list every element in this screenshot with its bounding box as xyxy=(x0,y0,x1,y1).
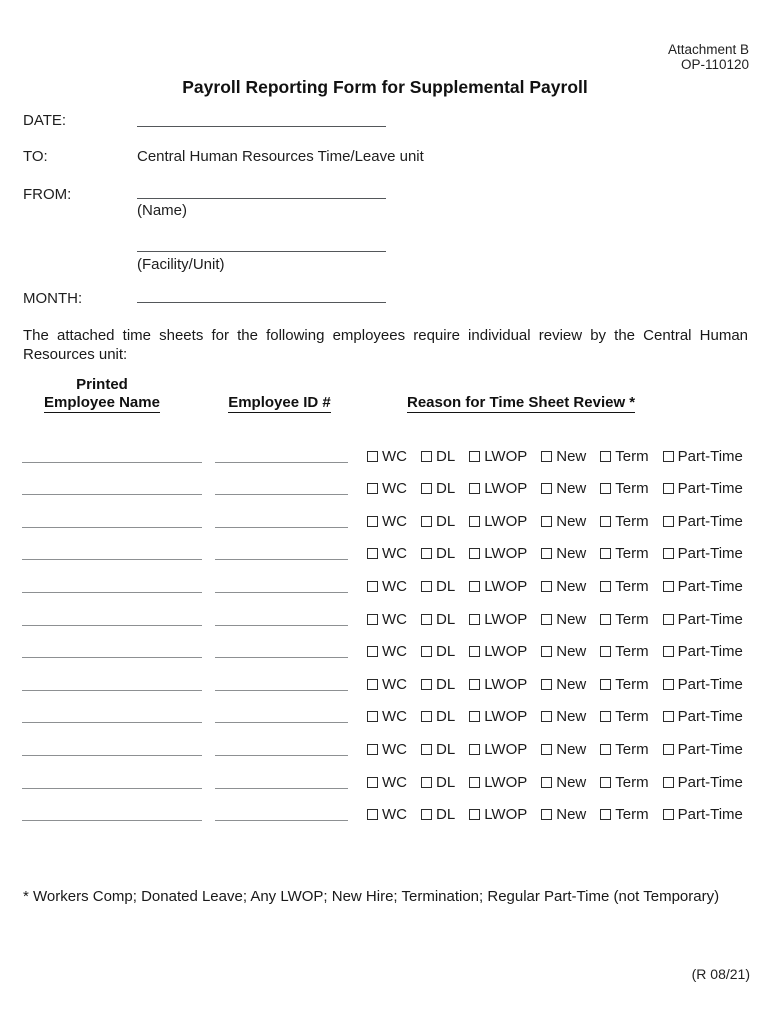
checkbox-label: Part-Time xyxy=(677,577,743,595)
checkbox-icon xyxy=(663,548,674,559)
checkbox-label: Part-Time xyxy=(677,545,743,563)
checkbox-label: DL xyxy=(436,643,456,661)
checkbox-icon xyxy=(421,614,432,625)
checkbox-label: Part-Time xyxy=(677,675,743,693)
checkbox-icon xyxy=(367,483,378,494)
checkbox-label: WC xyxy=(382,773,407,791)
reason-checkbox-group xyxy=(367,806,743,824)
checkbox-label: WC xyxy=(382,740,407,758)
checkbox-label: LWOP xyxy=(484,643,528,661)
checkbox-label: WC xyxy=(382,480,407,498)
checkbox-part-time[interactable] xyxy=(663,806,743,824)
checkbox-label: Term xyxy=(615,610,649,628)
checkbox-label: Term xyxy=(615,740,649,758)
employee-id-field[interactable] xyxy=(215,559,348,560)
checkbox-dl[interactable] xyxy=(421,480,456,498)
checkbox-new[interactable] xyxy=(541,675,587,693)
checkbox-icon xyxy=(541,646,552,657)
reason-checkbox-group xyxy=(367,643,743,661)
checkbox-icon xyxy=(421,581,432,592)
checkbox-label: DL xyxy=(436,447,456,465)
employee-row xyxy=(22,463,748,496)
reason-checkbox-group xyxy=(367,545,743,563)
checkbox-new[interactable] xyxy=(541,773,587,791)
checkbox-label: WC xyxy=(382,806,407,824)
checkbox-icon xyxy=(367,744,378,755)
checkbox-label: LWOP xyxy=(484,447,528,465)
checkbox-lwop[interactable] xyxy=(469,447,528,465)
checkbox-label: WC xyxy=(382,675,407,693)
checkbox-part-time[interactable] xyxy=(663,773,743,791)
checkbox-label: Term xyxy=(615,577,649,595)
checkbox-icon xyxy=(421,451,432,462)
employee-id-field[interactable] xyxy=(215,820,348,821)
employee-row xyxy=(22,560,748,593)
employee-name-field[interactable] xyxy=(22,494,202,495)
checkbox-icon xyxy=(367,581,378,592)
checkbox-label: New xyxy=(556,610,587,628)
checkbox-label: DL xyxy=(436,740,456,758)
checkbox-icon xyxy=(421,777,432,788)
checkbox-label: Term xyxy=(615,806,649,824)
checkbox-dl[interactable] xyxy=(421,643,456,661)
checkbox-part-time[interactable] xyxy=(663,610,743,628)
checkbox-icon xyxy=(421,516,432,527)
checkbox-icon xyxy=(367,548,378,559)
checkbox-part-time[interactable] xyxy=(663,675,743,693)
checkbox-icon xyxy=(663,483,674,494)
checkbox-label: Part-Time xyxy=(677,773,743,791)
checkbox-label: New xyxy=(556,708,587,726)
checkbox-wc[interactable] xyxy=(367,545,407,563)
checkbox-icon xyxy=(541,483,552,494)
checkbox-wc[interactable] xyxy=(367,806,407,824)
checkbox-new[interactable] xyxy=(541,610,587,628)
checkbox-new[interactable] xyxy=(541,643,587,661)
checkbox-label: Part-Time xyxy=(677,512,743,530)
checkbox-icon xyxy=(541,548,552,559)
checkbox-term[interactable] xyxy=(600,643,649,661)
employee-row xyxy=(22,528,748,561)
checkbox-new[interactable] xyxy=(541,545,587,563)
checkbox-icon xyxy=(541,679,552,690)
checkbox-wc[interactable] xyxy=(367,708,407,726)
checkbox-label: LWOP xyxy=(484,740,528,758)
checkbox-term[interactable] xyxy=(600,773,649,791)
checkbox-icon xyxy=(421,646,432,657)
corner-block xyxy=(668,42,749,72)
checkbox-icon xyxy=(541,809,552,820)
reason-checkbox-group xyxy=(367,708,743,726)
checkbox-label: New xyxy=(556,447,587,465)
checkbox-label: LWOP xyxy=(484,577,528,595)
checkbox-icon xyxy=(367,451,378,462)
checkbox-term[interactable] xyxy=(600,806,649,824)
employee-row xyxy=(22,430,748,463)
checkbox-icon xyxy=(367,809,378,820)
to-label: TO: xyxy=(23,148,48,165)
checkbox-lwop[interactable] xyxy=(469,708,528,726)
checkbox-icon xyxy=(663,581,674,592)
checkbox-dl[interactable] xyxy=(421,740,456,758)
checkbox-icon xyxy=(600,809,611,820)
checkbox-icon xyxy=(367,679,378,690)
checkbox-icon xyxy=(469,483,480,494)
checkbox-icon xyxy=(421,809,432,820)
checkbox-wc[interactable] xyxy=(367,480,407,498)
checkbox-wc[interactable] xyxy=(367,577,407,595)
employee-id-field[interactable] xyxy=(215,657,348,658)
checkbox-term[interactable] xyxy=(600,610,649,628)
checkbox-part-time[interactable] xyxy=(663,447,743,465)
checkbox-icon xyxy=(469,711,480,722)
checkbox-label: Term xyxy=(615,773,649,791)
employee-id-field[interactable] xyxy=(215,494,348,495)
facility-caption: (Facility/Unit) xyxy=(137,256,225,273)
checkbox-label: WC xyxy=(382,545,407,563)
checkbox-wc[interactable] xyxy=(367,675,407,693)
checkbox-label: Part-Time xyxy=(677,806,743,824)
checkbox-icon xyxy=(541,614,552,625)
checkbox-icon xyxy=(600,646,611,657)
checkbox-term[interactable] xyxy=(600,512,649,530)
checkbox-part-time[interactable] xyxy=(663,577,743,595)
checkbox-icon xyxy=(469,548,480,559)
employee-name-field[interactable] xyxy=(22,788,202,789)
employee-row xyxy=(22,789,748,822)
checkbox-lwop[interactable] xyxy=(469,643,528,661)
employee-name-field[interactable] xyxy=(22,755,202,756)
checkbox-label: New xyxy=(556,806,587,824)
checkbox-term[interactable] xyxy=(600,740,649,758)
revision-number: (R 08/21) xyxy=(691,966,750,982)
checkbox-label: WC xyxy=(382,708,407,726)
checkbox-dl[interactable] xyxy=(421,577,456,595)
date-label: DATE: xyxy=(23,112,67,129)
checkbox-label: Term xyxy=(615,708,649,726)
checkbox-part-time[interactable] xyxy=(663,708,743,726)
employee-name-header: Employee Name xyxy=(44,394,160,411)
checkbox-icon xyxy=(421,483,432,494)
to-value: Central Human Resources Time/Leave unit xyxy=(137,148,424,165)
checkbox-dl[interactable] xyxy=(421,708,456,726)
checkbox-icon xyxy=(421,548,432,559)
checkbox-icon xyxy=(469,777,480,788)
reason-legend: * Workers Comp; Donated Leave; Any LWOP; New Hire; Termination; Regular Part-Time (not Temporary) xyxy=(23,888,720,905)
checkbox-label: DL xyxy=(436,773,456,791)
employee-id-field[interactable] xyxy=(215,722,348,723)
checkbox-term[interactable] xyxy=(600,447,649,465)
checkbox-label: WC xyxy=(382,447,407,465)
checkbox-icon xyxy=(600,679,611,690)
form-title: Payroll Reporting Form for Supplemental Payroll xyxy=(182,77,588,97)
date-field[interactable] xyxy=(137,126,386,127)
checkbox-label: New xyxy=(556,773,587,791)
checkbox-term[interactable] xyxy=(600,480,649,498)
checkbox-label: New xyxy=(556,577,587,595)
checkbox-new[interactable] xyxy=(541,480,587,498)
form-number: OP-110120 xyxy=(680,57,749,72)
checkbox-label: New xyxy=(556,740,587,758)
employee-name-field[interactable] xyxy=(22,625,202,626)
employee-id-field[interactable] xyxy=(215,755,348,756)
employee-row xyxy=(22,756,748,789)
checkbox-lwop[interactable] xyxy=(469,577,528,595)
employee-name-field[interactable] xyxy=(22,559,202,560)
checkbox-label: Term xyxy=(615,545,649,563)
checkbox-lwop[interactable] xyxy=(469,545,528,563)
checkbox-icon xyxy=(421,711,432,722)
checkbox-label: Term xyxy=(615,675,649,693)
employee-name-field[interactable] xyxy=(22,690,202,691)
checkbox-icon xyxy=(600,581,611,592)
checkbox-lwop[interactable] xyxy=(469,773,528,791)
checkbox-label: Term xyxy=(615,512,649,530)
checkbox-dl[interactable] xyxy=(421,545,456,563)
printed-header: Printed xyxy=(76,376,128,393)
checkbox-icon xyxy=(421,744,432,755)
employee-id-header: Employee ID # xyxy=(228,394,331,411)
checkbox-new[interactable] xyxy=(541,806,587,824)
checkbox-icon xyxy=(367,614,378,625)
checkbox-icon xyxy=(600,451,611,462)
checkbox-label: Part-Time xyxy=(677,740,743,758)
employee-name-field[interactable] xyxy=(22,462,202,463)
employee-id-field[interactable] xyxy=(215,788,348,789)
checkbox-new[interactable] xyxy=(541,740,587,758)
checkbox-term[interactable] xyxy=(600,675,649,693)
checkbox-wc[interactable] xyxy=(367,643,407,661)
from-name-field[interactable] xyxy=(137,198,386,199)
checkbox-icon xyxy=(600,483,611,494)
checkbox-icon xyxy=(367,516,378,527)
checkbox-dl[interactable] xyxy=(421,675,456,693)
checkbox-label: Part-Time xyxy=(677,447,743,465)
checkbox-icon xyxy=(469,516,480,527)
checkbox-dl[interactable] xyxy=(421,610,456,628)
checkbox-label: New xyxy=(556,512,587,530)
reason-checkbox-group xyxy=(367,512,743,530)
reason-checkbox-group xyxy=(367,675,743,693)
checkbox-icon xyxy=(541,744,552,755)
checkbox-new[interactable] xyxy=(541,708,587,726)
checkbox-new[interactable] xyxy=(541,512,587,530)
checkbox-icon xyxy=(421,679,432,690)
checkbox-icon xyxy=(469,646,480,657)
checkbox-label: New xyxy=(556,480,587,498)
checkbox-icon xyxy=(663,809,674,820)
checkbox-icon xyxy=(663,646,674,657)
checkbox-label: WC xyxy=(382,643,407,661)
facility-field[interactable] xyxy=(137,251,386,252)
checkbox-label: LWOP xyxy=(484,512,528,530)
checkbox-icon xyxy=(600,614,611,625)
checkbox-label: Term xyxy=(615,447,649,465)
checkbox-label: LWOP xyxy=(484,610,528,628)
checkbox-part-time[interactable] xyxy=(663,480,743,498)
employee-name-field[interactable] xyxy=(22,820,202,821)
checkbox-label: LWOP xyxy=(484,806,528,824)
attachment-label: Attachment B xyxy=(667,42,749,57)
reason-checkbox-group xyxy=(367,577,743,595)
checkbox-label: DL xyxy=(436,512,456,530)
checkbox-icon xyxy=(469,809,480,820)
employee-name-field[interactable] xyxy=(22,527,202,528)
employee-row xyxy=(22,495,748,528)
checkbox-label: LWOP xyxy=(484,773,528,791)
checkbox-icon xyxy=(469,581,480,592)
checkbox-label: DL xyxy=(436,675,456,693)
checkbox-label: WC xyxy=(382,512,407,530)
checkbox-lwop[interactable] xyxy=(469,512,528,530)
checkbox-icon xyxy=(663,451,674,462)
checkbox-dl[interactable] xyxy=(421,806,456,824)
checkbox-lwop[interactable] xyxy=(469,480,528,498)
checkbox-label: DL xyxy=(436,577,456,595)
employee-row xyxy=(22,626,748,659)
checkbox-icon xyxy=(541,711,552,722)
checkbox-lwop[interactable] xyxy=(469,610,528,628)
month-field[interactable] xyxy=(137,302,386,303)
from-label: FROM: xyxy=(23,186,72,203)
employee-name-field[interactable] xyxy=(22,722,202,723)
checkbox-icon xyxy=(541,581,552,592)
checkbox-term[interactable] xyxy=(600,545,649,563)
name-caption: (Name) xyxy=(137,202,188,219)
checkbox-part-time[interactable] xyxy=(663,740,743,758)
checkbox-label: DL xyxy=(436,806,456,824)
employee-rows xyxy=(22,430,748,824)
reason-checkbox-group xyxy=(367,480,743,498)
checkbox-icon xyxy=(600,711,611,722)
checkbox-dl[interactable] xyxy=(421,773,456,791)
checkbox-icon xyxy=(600,516,611,527)
checkbox-term[interactable] xyxy=(600,708,649,726)
checkbox-label: LWOP xyxy=(484,708,528,726)
checkbox-label: DL xyxy=(436,545,456,563)
checkbox-new[interactable] xyxy=(541,577,587,595)
intro-paragraph: The attached time sheets for the following employees require individual review by the Central Human Resources unit: xyxy=(23,327,748,363)
checkbox-icon xyxy=(367,711,378,722)
checkbox-wc[interactable] xyxy=(367,740,407,758)
checkbox-icon xyxy=(541,777,552,788)
checkbox-icon xyxy=(663,711,674,722)
employee-name-field[interactable] xyxy=(22,592,202,593)
checkbox-icon xyxy=(663,516,674,527)
employee-name-field[interactable] xyxy=(22,657,202,658)
checkbox-icon xyxy=(541,516,552,527)
checkbox-label: New xyxy=(556,643,587,661)
checkbox-icon xyxy=(600,777,611,788)
checkbox-label: New xyxy=(556,545,587,563)
checkbox-part-time[interactable] xyxy=(663,545,743,563)
checkbox-label: LWOP xyxy=(484,480,528,498)
checkbox-label: DL xyxy=(436,480,456,498)
checkbox-icon xyxy=(600,744,611,755)
employee-row xyxy=(22,658,748,691)
checkbox-label: WC xyxy=(382,610,407,628)
checkbox-icon xyxy=(663,777,674,788)
checkbox-lwop[interactable] xyxy=(469,740,528,758)
checkbox-label: Part-Time xyxy=(677,480,743,498)
checkbox-wc[interactable] xyxy=(367,610,407,628)
checkbox-lwop[interactable] xyxy=(469,806,528,824)
checkbox-icon xyxy=(469,614,480,625)
checkbox-term[interactable] xyxy=(600,577,649,595)
checkbox-label: Part-Time xyxy=(677,610,743,628)
checkbox-icon xyxy=(600,548,611,559)
checkbox-part-time[interactable] xyxy=(663,643,743,661)
checkbox-icon xyxy=(663,679,674,690)
checkbox-icon xyxy=(469,744,480,755)
checkbox-label: LWOP xyxy=(484,545,528,563)
month-label: MONTH: xyxy=(23,290,83,307)
checkbox-label: LWOP xyxy=(484,675,528,693)
reason-checkbox-group xyxy=(367,773,743,791)
checkbox-dl[interactable] xyxy=(421,447,456,465)
employee-row xyxy=(22,691,748,724)
checkbox-icon xyxy=(469,451,480,462)
employee-id-field[interactable] xyxy=(215,625,348,626)
checkbox-label: Part-Time xyxy=(677,708,743,726)
checkbox-dl[interactable] xyxy=(421,512,456,530)
checkbox-icon xyxy=(663,614,674,625)
employee-id-field[interactable] xyxy=(215,527,348,528)
checkbox-icon xyxy=(541,451,552,462)
checkbox-label: New xyxy=(556,675,587,693)
employee-id-field[interactable] xyxy=(215,592,348,593)
reason-checkbox-group xyxy=(367,610,743,628)
checkbox-wc[interactable] xyxy=(367,773,407,791)
checkbox-wc[interactable] xyxy=(367,512,407,530)
employee-id-field[interactable] xyxy=(215,690,348,691)
checkbox-label: Term xyxy=(615,643,649,661)
reason-header: Reason for Time Sheet Review * xyxy=(407,394,636,411)
checkbox-lwop[interactable] xyxy=(469,675,528,693)
checkbox-label: WC xyxy=(382,577,407,595)
employee-row xyxy=(22,723,748,756)
checkbox-new[interactable] xyxy=(541,447,587,465)
checkbox-label: Part-Time xyxy=(677,643,743,661)
checkbox-label: Term xyxy=(615,480,649,498)
checkbox-icon xyxy=(367,777,378,788)
reason-checkbox-group xyxy=(367,740,743,758)
checkbox-icon xyxy=(663,744,674,755)
reason-checkbox-group xyxy=(367,447,743,465)
employee-row xyxy=(22,593,748,626)
checkbox-icon xyxy=(469,679,480,690)
checkbox-label: DL xyxy=(436,610,456,628)
checkbox-label: DL xyxy=(436,708,456,726)
checkbox-wc[interactable] xyxy=(367,447,407,465)
checkbox-icon xyxy=(367,646,378,657)
employee-id-field[interactable] xyxy=(215,462,348,463)
checkbox-part-time[interactable] xyxy=(663,512,743,530)
